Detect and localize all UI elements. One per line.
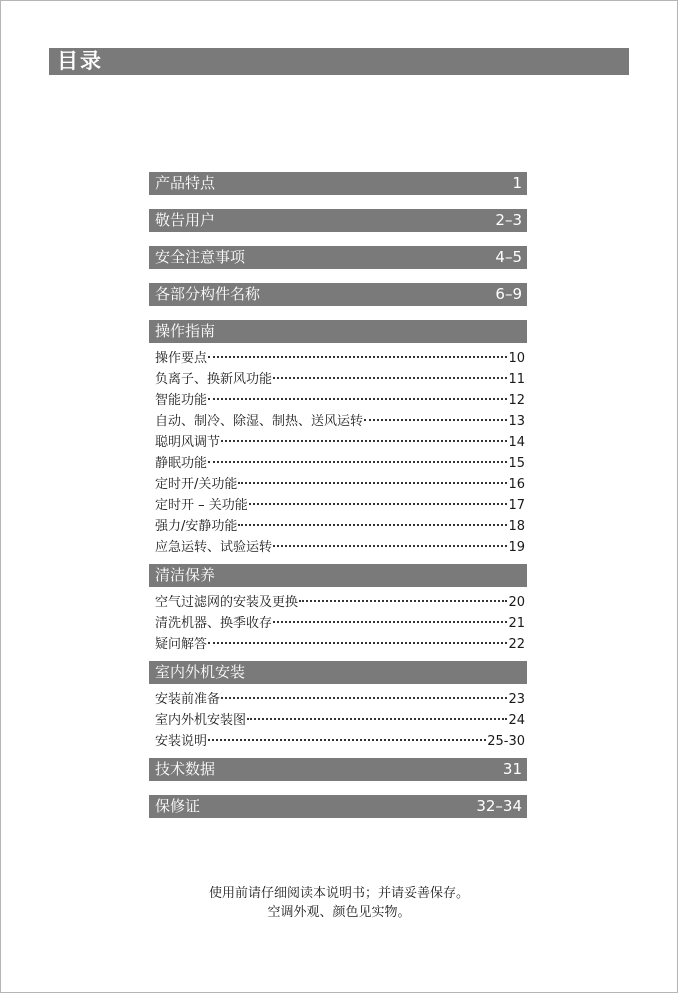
toc-sub-list bbox=[149, 587, 527, 655]
toc-entry[interactable] bbox=[149, 495, 527, 516]
toc-entry-label: 智能功能 bbox=[155, 393, 208, 408]
dot-leader bbox=[299, 600, 507, 602]
toc-entry[interactable] bbox=[149, 689, 527, 710]
toc-entry[interactable] bbox=[149, 634, 527, 655]
toc-entry-label: 空气过滤网的安装及更换 bbox=[155, 595, 299, 610]
section-gap bbox=[149, 232, 527, 246]
toc-entry-page: 17 bbox=[508, 498, 525, 513]
dot-leader bbox=[208, 739, 486, 741]
dot-leader bbox=[208, 356, 507, 358]
dot-leader bbox=[238, 482, 507, 484]
section-gap bbox=[149, 195, 527, 209]
toc-entry-label: 定时开 – 关功能 bbox=[155, 498, 248, 513]
toc-entry-page: 15 bbox=[508, 456, 525, 471]
toc-entry-page: 14 bbox=[508, 435, 525, 450]
toc-entry-page: 12 bbox=[508, 393, 525, 408]
toc-entry-page: 18 bbox=[508, 519, 525, 534]
toc-entry-label: 安装说明 bbox=[155, 734, 208, 749]
toc-section-title: 敬告用户 bbox=[155, 211, 216, 229]
page-title: 目录 bbox=[57, 49, 103, 73]
footer-line-2: 空调外观、颜色见实物。 bbox=[267, 905, 411, 920]
dot-leader bbox=[247, 718, 507, 720]
dot-leader bbox=[273, 545, 507, 547]
section-gap bbox=[149, 306, 527, 320]
toc-section-header[interactable] bbox=[149, 209, 527, 232]
toc-entry[interactable] bbox=[149, 731, 527, 752]
toc-section-pages: 4–5 bbox=[495, 248, 522, 266]
toc-sub-list bbox=[149, 343, 527, 558]
toc-section-title: 保修证 bbox=[155, 797, 201, 815]
toc-entry[interactable] bbox=[149, 537, 527, 558]
toc-entry[interactable] bbox=[149, 390, 527, 411]
toc-entry-page: 20 bbox=[508, 595, 525, 610]
toc-sub-list bbox=[149, 684, 527, 752]
toc-entry[interactable] bbox=[149, 348, 527, 369]
toc-entry[interactable] bbox=[149, 613, 527, 634]
toc-section-header[interactable] bbox=[149, 758, 527, 781]
page-title-bar bbox=[49, 48, 629, 75]
toc-entry-page: 25-30 bbox=[487, 734, 525, 749]
toc-section-header[interactable] bbox=[149, 320, 527, 343]
toc-section-title: 产品特点 bbox=[155, 174, 216, 192]
footer-note bbox=[0, 884, 678, 922]
toc-entry[interactable] bbox=[149, 453, 527, 474]
toc-entry[interactable] bbox=[149, 369, 527, 390]
toc-section-header[interactable] bbox=[149, 172, 527, 195]
dot-leader bbox=[238, 524, 507, 526]
toc-entry-page: 13 bbox=[508, 414, 525, 429]
dot-leader bbox=[249, 503, 508, 505]
toc-entry[interactable] bbox=[149, 516, 527, 537]
toc-section-header[interactable] bbox=[149, 564, 527, 587]
section-gap bbox=[149, 781, 527, 795]
toc-section-pages: 6–9 bbox=[495, 285, 522, 303]
toc-entry-label: 自动、制冷、除湿、制热、送风运转 bbox=[155, 414, 364, 429]
footer-line-1: 使用前请仔细阅读本说明书；并请妥善保存。 bbox=[208, 886, 469, 901]
toc-section-header[interactable] bbox=[149, 246, 527, 269]
toc-entry[interactable] bbox=[149, 474, 527, 495]
toc-entry-label: 静眠功能 bbox=[155, 456, 208, 471]
toc-entry-label: 应急运转、试验运转 bbox=[155, 540, 273, 555]
toc-section-title: 操作指南 bbox=[155, 322, 216, 340]
toc-entry-label: 安装前准备 bbox=[155, 692, 221, 707]
toc-section-title: 技术数据 bbox=[155, 760, 216, 778]
dot-leader bbox=[221, 697, 507, 699]
section-gap bbox=[149, 269, 527, 283]
toc-section-pages: 32–34 bbox=[476, 797, 522, 815]
toc-entry-label: 室内外机安装图 bbox=[155, 713, 247, 728]
dot-leader bbox=[208, 461, 507, 463]
toc-section-header[interactable] bbox=[149, 283, 527, 306]
toc-section-header[interactable] bbox=[149, 661, 527, 684]
toc-section-pages: 1 bbox=[512, 174, 522, 192]
toc-section-title: 各部分构件名称 bbox=[155, 285, 261, 303]
toc-entry-page: 19 bbox=[508, 540, 525, 555]
toc-entry-label: 定时开/关功能 bbox=[155, 477, 238, 492]
toc-section-title: 室内外机安装 bbox=[155, 663, 246, 681]
toc-entry-page: 11 bbox=[508, 372, 525, 387]
table-of-contents bbox=[149, 172, 527, 818]
toc-entry[interactable] bbox=[149, 710, 527, 731]
toc-entry-label: 操作要点 bbox=[155, 351, 208, 366]
toc-section-title: 安全注意事项 bbox=[155, 248, 246, 266]
toc-entry-page: 21 bbox=[508, 616, 525, 631]
toc-entry-page: 10 bbox=[508, 351, 525, 366]
dot-leader bbox=[364, 419, 507, 421]
toc-entry[interactable] bbox=[149, 592, 527, 613]
dot-leader bbox=[273, 621, 507, 623]
toc-entry[interactable] bbox=[149, 432, 527, 453]
toc-section-pages: 2–3 bbox=[495, 211, 522, 229]
toc-section-header[interactable] bbox=[149, 795, 527, 818]
dot-leader bbox=[221, 440, 507, 442]
dot-leader bbox=[208, 398, 507, 400]
toc-entry-page: 22 bbox=[508, 637, 525, 652]
toc-entry-page: 24 bbox=[508, 713, 525, 728]
toc-entry-page: 23 bbox=[508, 692, 525, 707]
toc-entry-label: 聪明风调节 bbox=[155, 435, 221, 450]
toc-entry-label: 负离子、换新风功能 bbox=[155, 372, 273, 387]
dot-leader bbox=[208, 642, 507, 644]
toc-section-title: 清洁保养 bbox=[155, 566, 216, 584]
toc-entry-label: 清洗机器、换季收存 bbox=[155, 616, 273, 631]
toc-entry-label: 强力/安静功能 bbox=[155, 519, 238, 534]
dot-leader bbox=[273, 377, 507, 379]
toc-entry[interactable] bbox=[149, 411, 527, 432]
toc-entry-page: 16 bbox=[508, 477, 525, 492]
toc-entry-label: 疑问解答 bbox=[155, 637, 208, 652]
toc-section-pages: 31 bbox=[502, 760, 522, 778]
